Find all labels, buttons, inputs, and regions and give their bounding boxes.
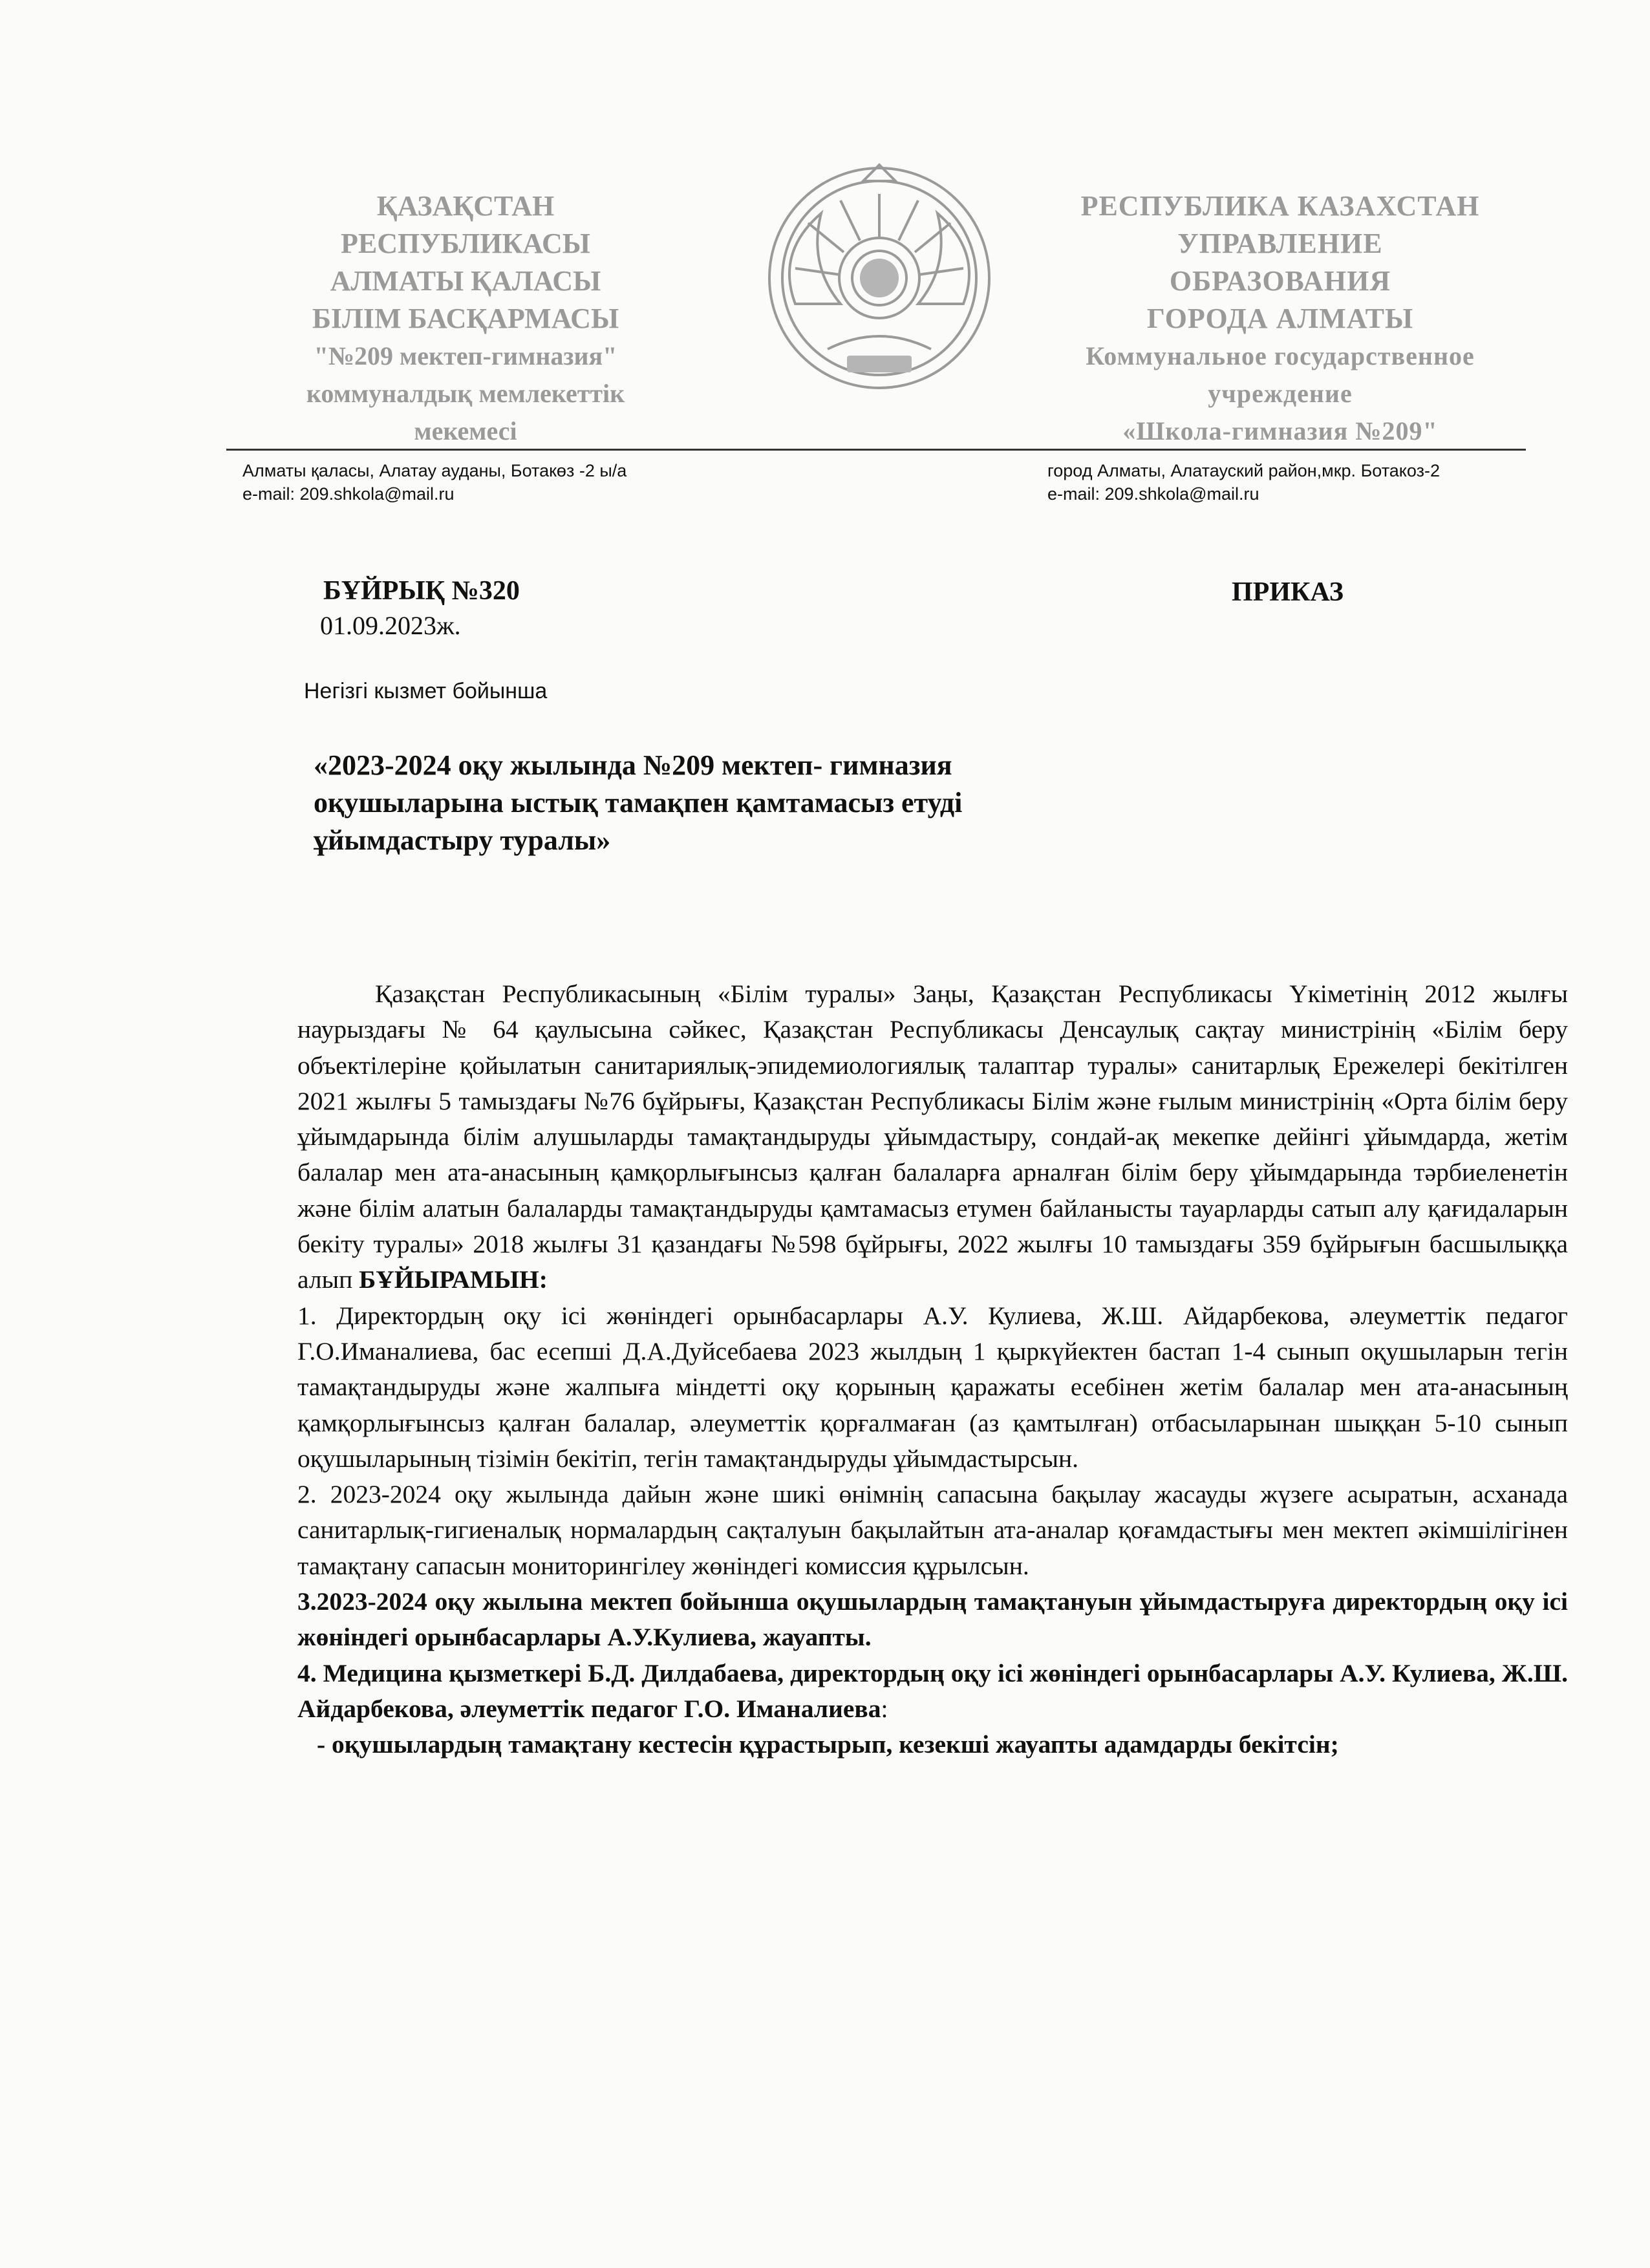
item-4 [297, 1656, 1568, 1728]
email-kz: e-mail: 209.shkola@mail.ru [242, 484, 455, 504]
preamble-text: Қазақстан Республикасының «Білім туралы» Заңы, Қазақстан Республикасы Үкіметінің 2012 жылғы наурыздағы № 64 қаулысына сәйкес, Қазақстан Республикасы Денсаулық сақтау министрінің «Білім беру объектілеріне қойылатын санитариялық-эпидемиологиялық талаптар туралы» санитарлық Ережелері бекітілген 2021 жылғы 5 тамыздағы №76 бұйрығы, Қазақстан Республикасы Білім және ғылым министрінің «Орта білім беру ұйымдарында білім алушыларды тамақтандыруды ұйымдастыру, сондай-ақ мекепке дейінгі ұйымдарда, жетім балалар мен ата-анасының қамқорлығынсыз қалған балаларға арналған білім беру ұйымдарында тәрбиеленетін және білім алатын балаларды тамақтандыруды қамтамасыз етумен байланысты тауарларды сатып алу қағидаларын бекіту туралы» 2018 жылғы 31 қазандағы №598 бұйрығы, 2022 жылғы 10 тамыздағы 359 бұйрығын басшылыққа алып [297, 979, 1568, 1294]
header-kz-line-1: ҚАЗАҚСТАН [376, 190, 555, 222]
header-kz [233, 187, 698, 450]
address-kz-line: Алматы қаласы, Алатау ауданы, Ботакөз -2 ы/а [242, 461, 627, 480]
order-body [297, 976, 1568, 1763]
email-ru: e-mail: 209.shkola@mail.ru [1047, 484, 1259, 504]
state-emblem-icon [750, 155, 1009, 401]
address-kz [242, 459, 627, 506]
header-ru-line-6: учреждение [1208, 379, 1353, 408]
header-divider [226, 449, 1526, 451]
order-number-kz: БҰЙРЫҚ №320 [323, 576, 520, 606]
item-2: 2. 2023-2024 оқу жылында дайын және шикі өнімнің сапасына бақылау жасауды жүзеге асыратын, асханада санитарлық-гигиеналық нормалардың сақталуын бақылайтын ата-аналар қоғамдастығы мен мектеп әкімшілігінен тамақтану сапасын мониторингілеу жөніндегі комиссия құрылсын. [297, 1480, 1568, 1580]
header-ru-line-2: УПРАВЛЕНИЕ [1177, 228, 1383, 259]
item-1: 1. Директордың оқу ісі жөніндегі орынбасарлары А.У. Кулиева, Ж.Ш. Айдарбекова, әлеуметтік педагог Г.О.Иманалиева, бас есепші Д.А.Дуйсебаева 2023 жылдың 1 қыркүйектен бастап 1-4 сынып оқушыларын тегін тамақтандыруды және жалпыға міндетті оқу қорының қаражаты есебінен жетім балалар мен ата-анасының қамқорлығынсыз қалған балалар, әлеуметтік қорғалмаған (аз қамтылған) отбасыларынан шыққан 5-10 сынып оқушыларының тізімін бекітіп, тегін тамақтандыруды ұйымдастырсын. [297, 1301, 1568, 1473]
item-4-dash: - оқушылардың тамақтану кестесін құрастырып, кезекші жауапты адамдарды бекітсін; [317, 1730, 1339, 1759]
item-4-text: 4. Медицина қызметкері Б.Д. Дилдабаева, директордың оқу ісі жөніндегі орынбасарлары А.У. Кулиева, Ж.Ш. Айдарбекова, әлеуметтік педагог Г.О. Иманалиева [297, 1658, 1568, 1723]
header-ru [1022, 187, 1539, 450]
preamble-paragraph [297, 976, 1568, 1298]
address-ru-line: город Алматы, Алатауский район,мкр. Ботакоз-2 [1047, 461, 1440, 480]
header-kz-line-4: БІЛІМ БАСҚАРМАСЫ [312, 303, 619, 334]
header-ru-line-3: ОБРАЗОВАНИЯ [1169, 265, 1391, 297]
item-4-colon: : [881, 1694, 888, 1723]
subject-line-3: ұйымдастыру туралы» [314, 824, 611, 856]
order-subject [314, 747, 962, 859]
item-3: 3.2023-2024 оқу жылына мектеп бойынша оқушылардың тамақтануын ұйымдастыруға директордың оқу ісі жөніндегі орынбасарлары А.У.Кулиева, жауапты. [297, 1587, 1568, 1652]
decree-word: БҰЙЫРАМЫН: [359, 1265, 548, 1294]
header-ru-line-1: РЕСПУБЛИКА КАЗАХСТАН [1080, 190, 1480, 222]
header-kz-line-3: АЛМАТЫ ҚАЛАСЫ [330, 265, 601, 297]
header-ru-line-7: «Школа-гимназия №209" [1122, 416, 1438, 445]
header-ru-line-5: Коммунальное государственное [1086, 341, 1475, 370]
order-title-ru: ПРИКАЗ [1232, 577, 1344, 607]
subject-line-2: оқушыларына ыстық тамақпен қамтамасыз етуді [314, 787, 963, 818]
header-ru-line-4: ГОРОДА АЛМАТЫ [1146, 303, 1414, 334]
header-kz-line-2: РЕСПУБЛИКАСЫ [341, 228, 590, 259]
header-kz-line-5: "№209 мектеп-гимназия" [314, 341, 617, 370]
subject-line-1: «2023-2024 оқу жылында №209 мектеп- гимназия [314, 749, 952, 781]
order-date: 01.09.2023ж. [320, 611, 461, 640]
header-kz-line-7: мекемесі [414, 416, 517, 445]
header-kz-line-6: коммуналдық мемлекеттік [306, 379, 625, 408]
order-basis: Негізгі кызмет бойынша [304, 679, 548, 703]
address-ru [1047, 459, 1440, 506]
